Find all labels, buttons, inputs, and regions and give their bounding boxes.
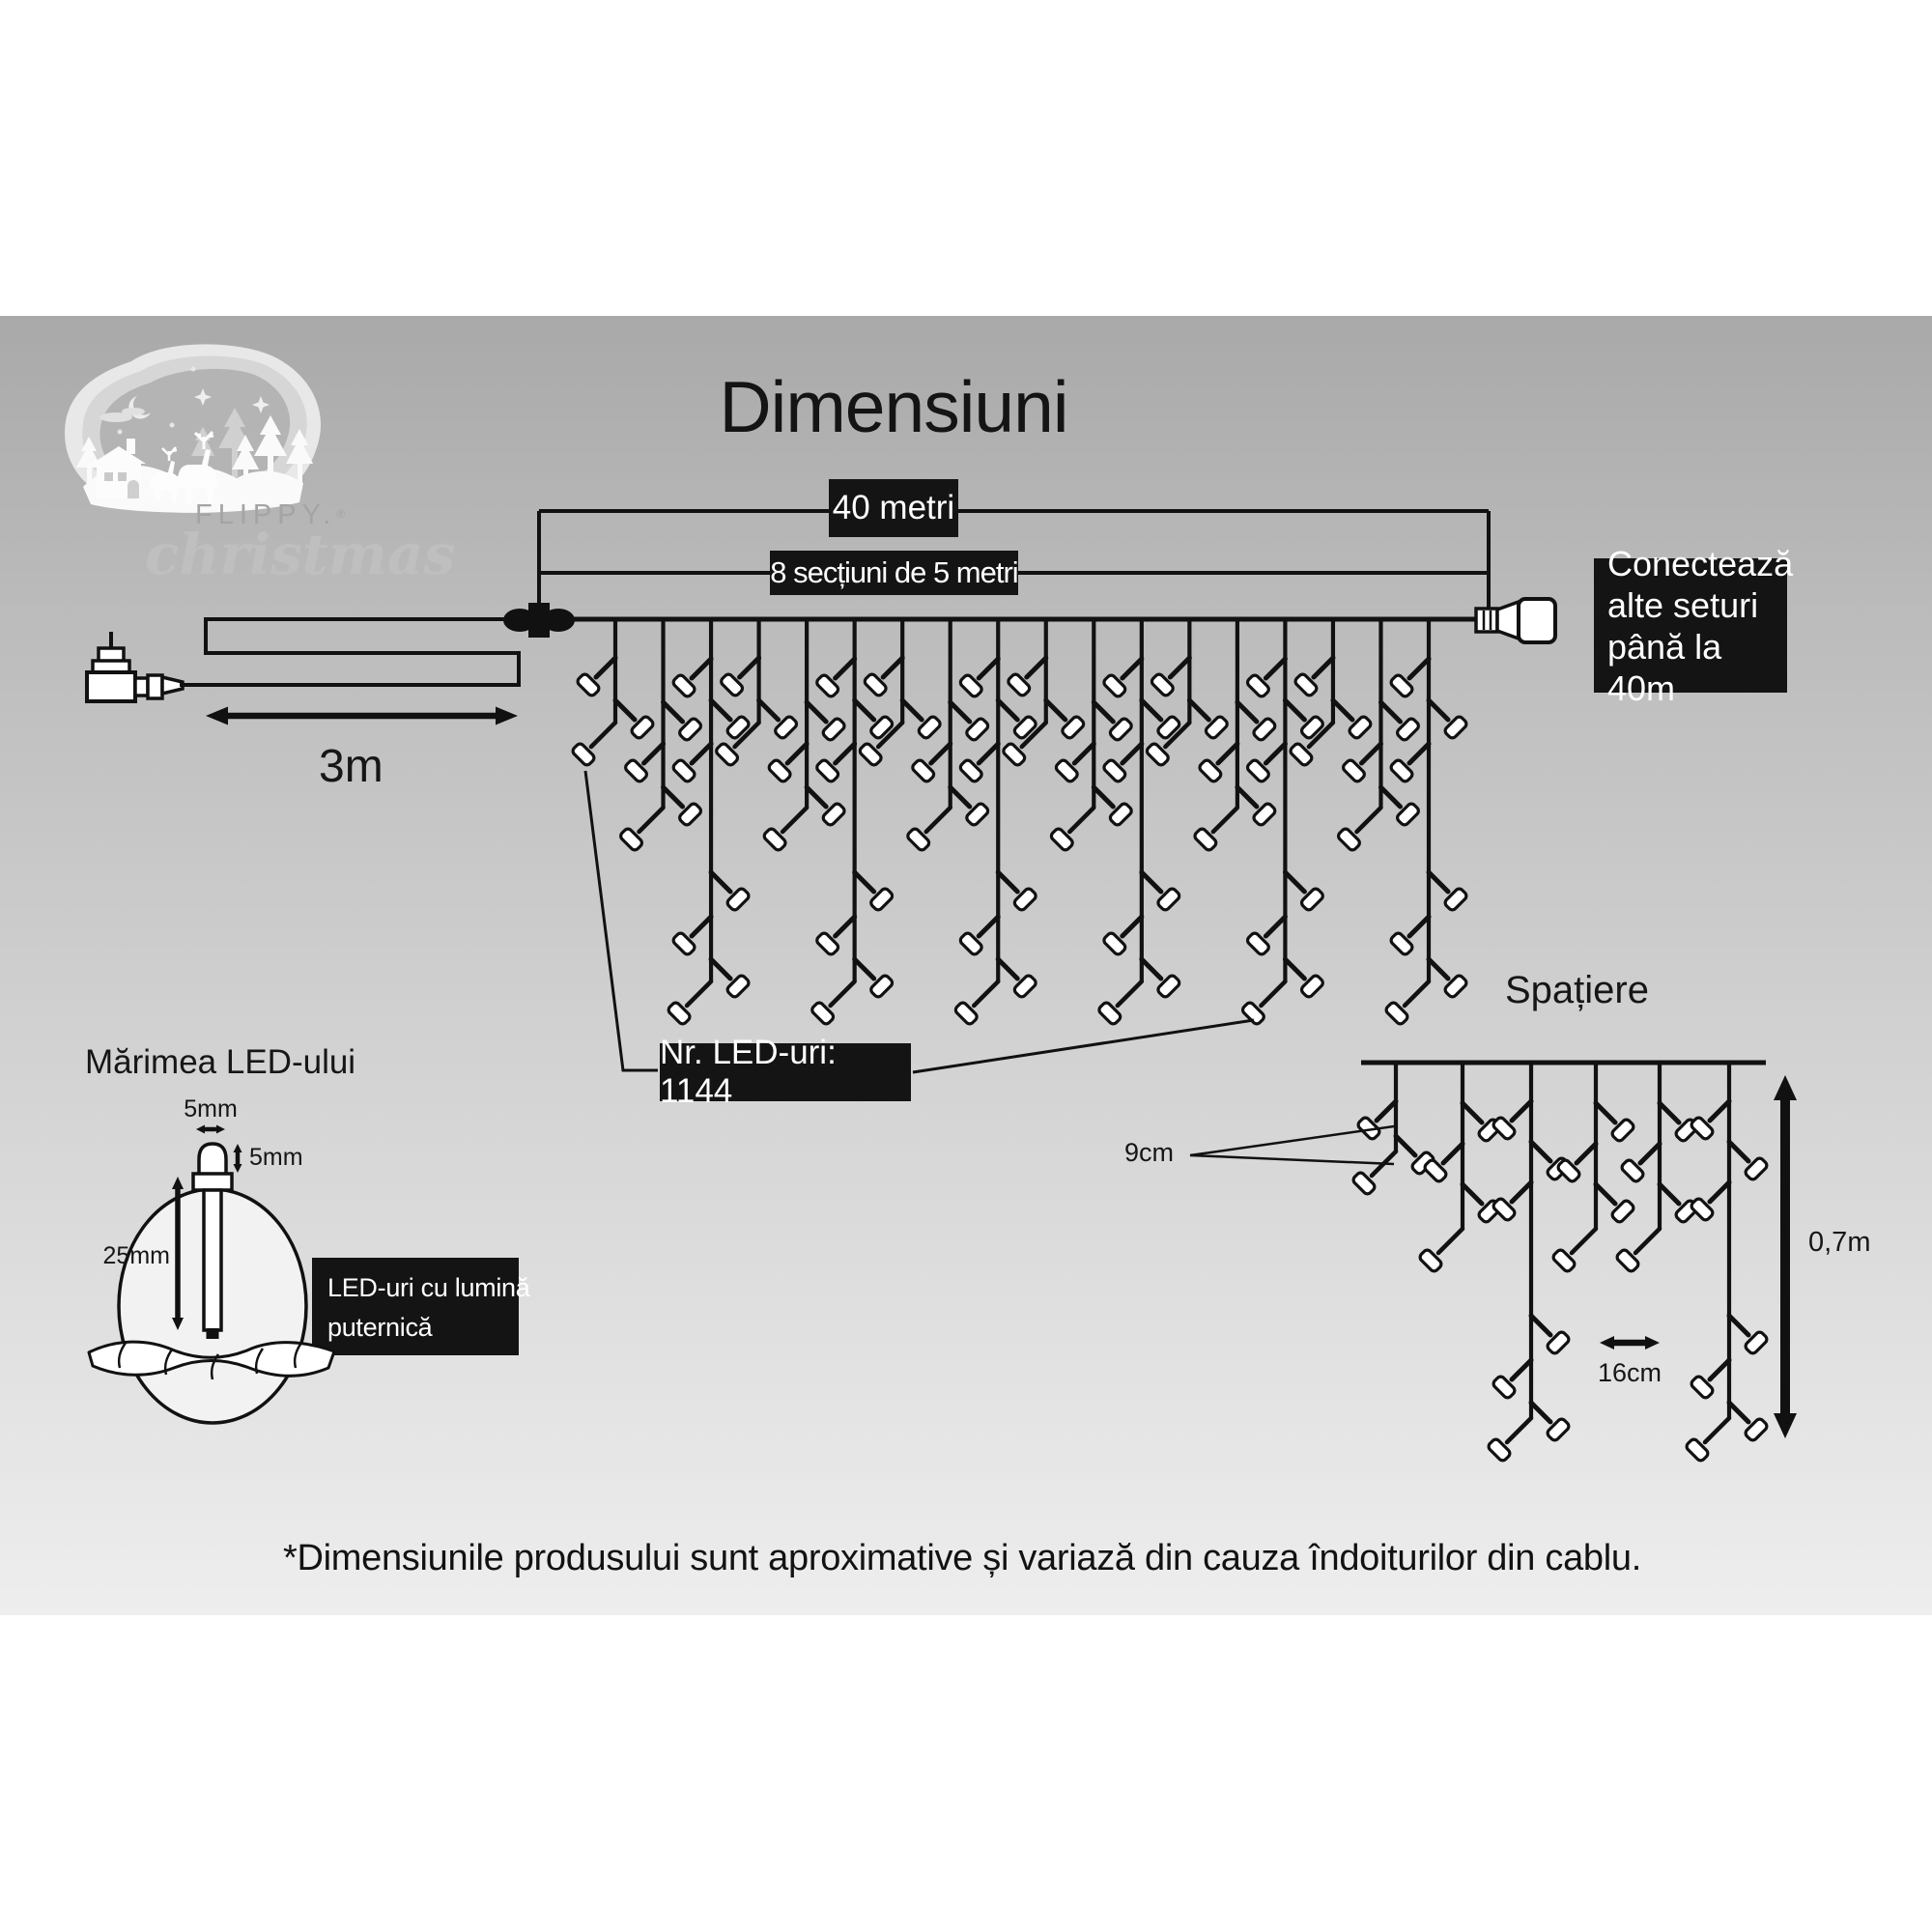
spacing-curtain (1351, 1063, 1768, 1463)
led-spacing-label: 9cm (1123, 1138, 1174, 1167)
led-body-height-label: 25mm (102, 1242, 170, 1269)
page-title: Dimensiuni (719, 366, 1068, 447)
led-width-label: 5mm (184, 1095, 238, 1122)
led-size-figure (119, 1144, 306, 1423)
drop-height-label: 0,7m (1808, 1227, 1871, 1258)
led-count-label: Nr. LED-uri: 1144 (660, 1043, 911, 1101)
registered-mark: ® (336, 507, 346, 521)
led-feature-line: puternică (327, 1313, 433, 1342)
led-feature-line: LED-uri cu lumină (327, 1273, 530, 1302)
inline-connector (503, 603, 575, 638)
lead-wire (180, 619, 519, 685)
logo-brand: FLIPPY. (195, 499, 337, 530)
power-plug (87, 632, 183, 701)
drop-spacing-arrow (1600, 1336, 1660, 1350)
main-curtain (568, 619, 1479, 1026)
led-width-arrow (196, 1125, 225, 1134)
connect-note-line: alte seturi (1607, 584, 1759, 625)
drop-height-arrow (1774, 1075, 1797, 1438)
connect-note-label (1594, 543, 1794, 708)
total-length-label: 40 metri (829, 479, 958, 537)
connect-note-line: Conectează (1607, 543, 1794, 583)
disclaimer-text: *Dimensiunile produsului sunt aproximative și variază din cauza îndoiturilor din cablu. (283, 1538, 1641, 1578)
led-tip-arrow (234, 1144, 242, 1173)
led-feature-label (327, 1268, 529, 1348)
sections-label: 8 secțiuni de 5 metri (770, 551, 1018, 595)
connect-note-line: până la 40m (1607, 626, 1722, 708)
logo-script-text: christmas (145, 522, 456, 587)
led-size-section-title: Mărimea LED-ului (85, 1043, 356, 1081)
drop-spacing-label: 16cm (1597, 1358, 1662, 1387)
led-dome-icon (199, 1144, 226, 1175)
lead-length-arrow (206, 707, 518, 725)
led-tip-height-label: 5mm (249, 1144, 303, 1171)
lead-length-label: 3m (319, 741, 384, 792)
spacing-section-title: Spațiere (1505, 969, 1649, 1011)
